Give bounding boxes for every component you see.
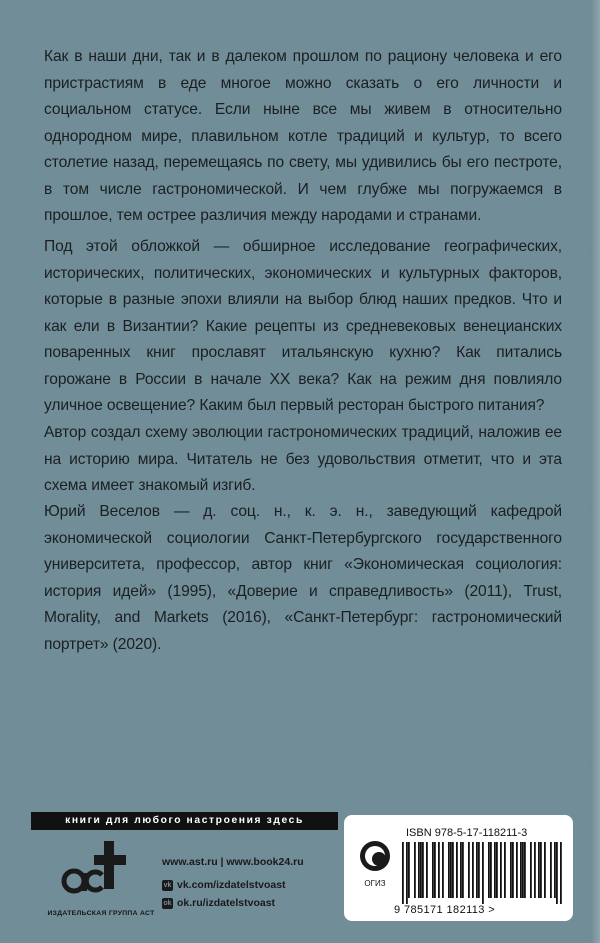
barcode-bar <box>510 842 512 898</box>
barcode-bar <box>460 842 462 898</box>
ast-logo <box>58 835 138 905</box>
barcode-bar <box>504 842 506 898</box>
isbn-label: ISBN 978-5-17-118211-3 <box>406 827 528 839</box>
odnoklassniki-icon: ok <box>163 899 172 907</box>
barcode-bar <box>500 842 502 898</box>
annotation-paragraph-1: Как в наши дни, так и в далеком прошлом по рациону человека и его пристрастиям в еде многое можно сказать о его личности и социальном статусе. Если ныне все мы живем в относительно однородном мире, плавильном котле традиций и культур, то всего столетие назад, перемещаясь по свету, мы удивились бы его пестроте, в том числе гастрономической. И чем глубже мы погружаемся в прошлое, тем острее различия между народами и странами. <box>44 48 562 224</box>
barcode-bar <box>560 842 562 904</box>
barcode-bar <box>534 842 536 898</box>
barcode-digits: 9 785171 182113 > <box>394 904 496 916</box>
barcode-bar <box>522 842 524 898</box>
barcode-bar <box>408 842 410 898</box>
barcode-bar <box>524 842 526 898</box>
barcode-bar <box>450 842 452 898</box>
author-bio-paragraph: Юрий Веселов — д. соц. н., к. э. н., заведующий кафедрой экономической социологии Санкт-Петербургского государственного университета, профессор, автор книг «Экономическая социология: история идей» (1995), «Доверие и справедливость» (2011), Trust, Morality, and Markets (2016), «Санкт-Петербург: гастрономический портрет» (2020). <box>44 503 562 653</box>
barcode-bar <box>472 842 474 898</box>
ogiz-logo <box>358 838 392 894</box>
ogiz-label: ОГИЗ <box>364 879 386 888</box>
barcode-bar <box>490 842 492 898</box>
vk-icon: vk <box>163 881 172 889</box>
barcode-bar <box>422 842 424 898</box>
barcode-bar <box>456 842 458 898</box>
barcode-bar <box>442 842 444 898</box>
isbn-barcode-panel <box>344 815 573 921</box>
barcode-bar <box>448 842 450 898</box>
barcode-bar <box>462 842 464 898</box>
ast-logo-text: acT <box>58 835 60 836</box>
barcode-bar <box>494 842 496 898</box>
barcode-bar <box>452 842 454 898</box>
barcode-bar <box>420 842 422 898</box>
barcode-bar <box>550 842 552 898</box>
barcode-bar <box>468 842 470 898</box>
vk-link[interactable]: vk.com/izdatelstvoast <box>177 879 286 891</box>
vk-link-row[interactable] <box>162 878 286 892</box>
barcode-bar <box>538 842 540 898</box>
ok-link-row[interactable] <box>162 896 275 910</box>
annotation-paragraph-2: Под этой обложкой — обширное исследование географических, исторических, политических, экономических и культурных факторов, которые в разные эпохи влияли на выбор блюд наших предков. Что и как ели в Византии? Какие рецепты из средневековых венецианских поваренных книг прославят итальянскую кухню? Как питались горожане в России в начале XX века? Как на режим дня повлияло уличное освещение? Каким был первый ресторан быстрого питания? <box>44 238 562 414</box>
annotation-paragraph-3: Автор создал схему эволюции гастрономических традиций, наложив ее на историю мира. Читатель не без удовольствия отметит, что и эта схема имеет знакомый изгиб. <box>44 424 562 494</box>
barcode-bar <box>434 842 436 898</box>
barcode-bar <box>478 842 480 898</box>
ok-link[interactable]: ok.ru/izdatelstvoast <box>177 897 276 909</box>
barcode-bar <box>554 842 556 898</box>
barcode-bar <box>402 842 404 904</box>
barcode <box>402 842 562 904</box>
barcode-bar <box>540 842 542 898</box>
barcode-bar <box>406 842 408 904</box>
barcode-bar <box>496 842 498 898</box>
barcode-bar <box>476 842 478 898</box>
publisher-name: ИЗДАТЕЛЬСКАЯ ГРУППА АСТ <box>47 910 155 917</box>
barcode-bar <box>438 842 440 898</box>
barcode-bar <box>530 842 532 898</box>
barcode-bar <box>426 842 428 898</box>
barcode-bar <box>432 842 434 898</box>
barcode-bar <box>516 842 518 898</box>
barcode-bar <box>544 842 546 898</box>
barcode-bar <box>414 842 416 898</box>
barcode-bar <box>418 842 420 898</box>
barcode-bar <box>482 842 484 904</box>
publisher-websites[interactable]: www.ast.ru | www.book24.ru <box>162 856 304 868</box>
barcode-bar <box>520 842 522 898</box>
cover-edge <box>590 0 600 943</box>
barcode-bar <box>488 842 490 898</box>
tagline-banner: книги для любого настроения здесь <box>31 812 338 830</box>
barcode-bar <box>556 842 558 904</box>
barcode-bar <box>512 842 514 898</box>
